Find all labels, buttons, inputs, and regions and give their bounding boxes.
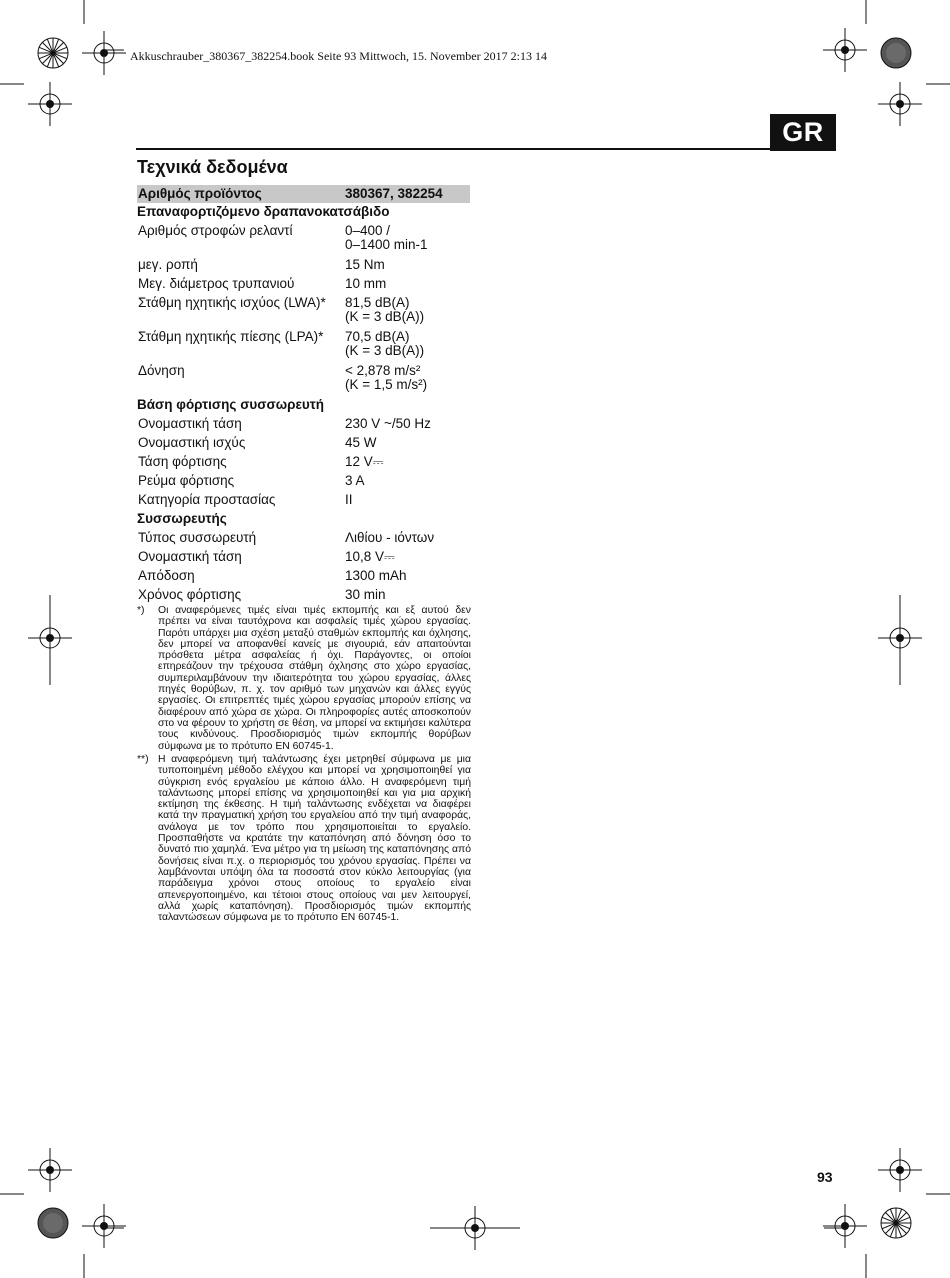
- print-file-info: Akkuschrauber_380367_382254.book Seite 93 Mittwoch, 15. November 2017 2:13 14: [130, 49, 547, 63]
- spec-row: Ονομαστική τάση 10,8 V⎓: [138, 549, 395, 564]
- footnote-text: Οι αναφερόμενες τιμές είναι τιμές εκπομπής και εξ αυτού δεν πρέπει να είναι ταυτόχρονα και ασφαλείς τιμές χώρου εργασίας. Παρότι υπάρχει μια σχέση μεταξύ σταθμών εκπομπής και όχλησης, δεν μπορεί να αποφανθεί κανείς με σιγουριά, εάν απαιτούνται πρόσθετα μέτρα ασφαλείας ή όχι. Παράγοντες, οι οποίοι επηρεάζουν την τρέχουσα στάθμη όχλησης στο χώρο εργασίας, συμπεριλαμβάνουν την ιδιαιτερότητα του χώρου εργασίας, άλλες πηγές θορύβων, π. χ. τον αριθμό των μηχανών και άλλες εγγύς εργασίες. Οι επιτρεπτές τιμές χώρου εργασίας μπορούν επίσης να διαφέρουν από χώρα σε χώρα. Οι πληροφορίες αυτές αποσκοπούν στο να φέρουν το χρήστη σε θέση, να μπορεί να εκτιμήσει καλύτερα τους κινδύνους. Προσδιορισμός τιμών εκπομπής θορύβων σύμφωνα με το πρότυπο EN 60745-1.: [158, 605, 471, 752]
- footnote-mark: *): [137, 605, 145, 616]
- footnote-mark: **): [137, 754, 149, 765]
- section-heading-charger: Βάση φόρτισης συσσωρευτή: [137, 397, 325, 412]
- spec-row: Στάθμη ηχητικής πίεσης (LPA)* 70,5 dB(A) (K = 3 dB(A)): [138, 329, 425, 358]
- footnote-vibration: [137, 754, 471, 923]
- spec-row: Ονομαστική τάση 230 V ~/50 Hz: [138, 416, 431, 431]
- language-tab: GR: [770, 114, 836, 151]
- spec-row: Απόδοση 1300 mAh: [138, 568, 407, 583]
- spec-row: Κατηγορία προστασίας II: [138, 492, 353, 507]
- product-number-value: 380367, 382254: [345, 186, 443, 201]
- technical-data-table: [137, 185, 470, 605]
- page-number: 93: [817, 1169, 833, 1185]
- spec-row: μεγ. ροπή 15 Nm: [138, 257, 385, 272]
- spec-row: Χρόνος φόρτισης 30 min: [138, 587, 386, 602]
- spec-row: Τάση φόρτισης 12 V⎓: [138, 454, 384, 469]
- spec-row: Αριθμός στροφών ρελαντί 0–400 / 0–1400 min-1: [138, 223, 428, 252]
- section-heading-drill: Επαναφορτιζόμενο δραπανοκατσάβιδο: [137, 204, 390, 219]
- header-divider: [136, 148, 770, 150]
- product-number-row: [137, 185, 470, 203]
- spec-row: Στάθμη ηχητικής ισχύος (LWA)* 81,5 dB(A) (K = 3 dB(A)): [138, 295, 425, 324]
- spec-row: Ρεύμα φόρτισης 3 A: [138, 473, 365, 488]
- footnote-noise: [137, 605, 471, 752]
- section-heading-battery: Συσσωρευτής: [137, 511, 227, 526]
- spec-row: Μεγ. διάμετρος τρυπανιού 10 mm: [138, 276, 387, 291]
- page-title: Τεχνικά δεδομένα: [137, 157, 288, 177]
- spec-row: Τύπος συσσωρευτή Λιθίου - ιόντων: [138, 530, 435, 545]
- product-number-label: Αριθμός προϊόντος: [138, 186, 262, 201]
- spec-row: Ονομαστική ισχύς 45 W: [138, 435, 377, 450]
- footnote-text: Η αναφερόμενη τιμή ταλάντωσης έχει μετρηθεί σύμφωνα με μια τυποποιημένη μέθοδο ελέγχου και μπορεί να χρησιμοποιηθεί για σύγκριση ενός εργαλείου με κάποιο άλλο. Η αναφερόμενη τιμή ταλάντωσης μπορεί επίσης να χρησιμοποιηθεί και για μια αρχική εκτίμηση της έκθεσης. Η τιμή ταλάντωσης ενδέχεται να διαφέρει κατά την πραγματική χρήση του εργαλείου από την τιμή αναφοράς, ανάλογα με τον τρόπο που χρησιμοποιείται το εργαλείο. Προσπαθήστε να κρατάτε την καταπόνηση από δόνηση όσο το δυνατό πιο χαμηλά. Ένα μέτρο για τη μείωση της καταπόνησης από δονήσεις είναι π.χ. ο περιορισμός του χρόνου εργασίας. Πρέπει να λαμβάνονται υπόψη όλα τα ποσοστά στον κύκλο λειτουργίας (για παράδειγμα χρόνοι στους οποίους το εργαλείο είναι απενεργοποιημένο, και τέτοιοι στους οποίους ναι μεν λειτουργεί, αλλά χωρίς καταπόνηση). Προσδιορισμός τιμών εκπομπής ταλαντώσεων σύμφωνα με το πρότυπο EN 60745-1.: [158, 754, 471, 924]
- spec-row: Δόνηση < 2,878 m/s² (K = 1,5 m/s²): [138, 363, 428, 392]
